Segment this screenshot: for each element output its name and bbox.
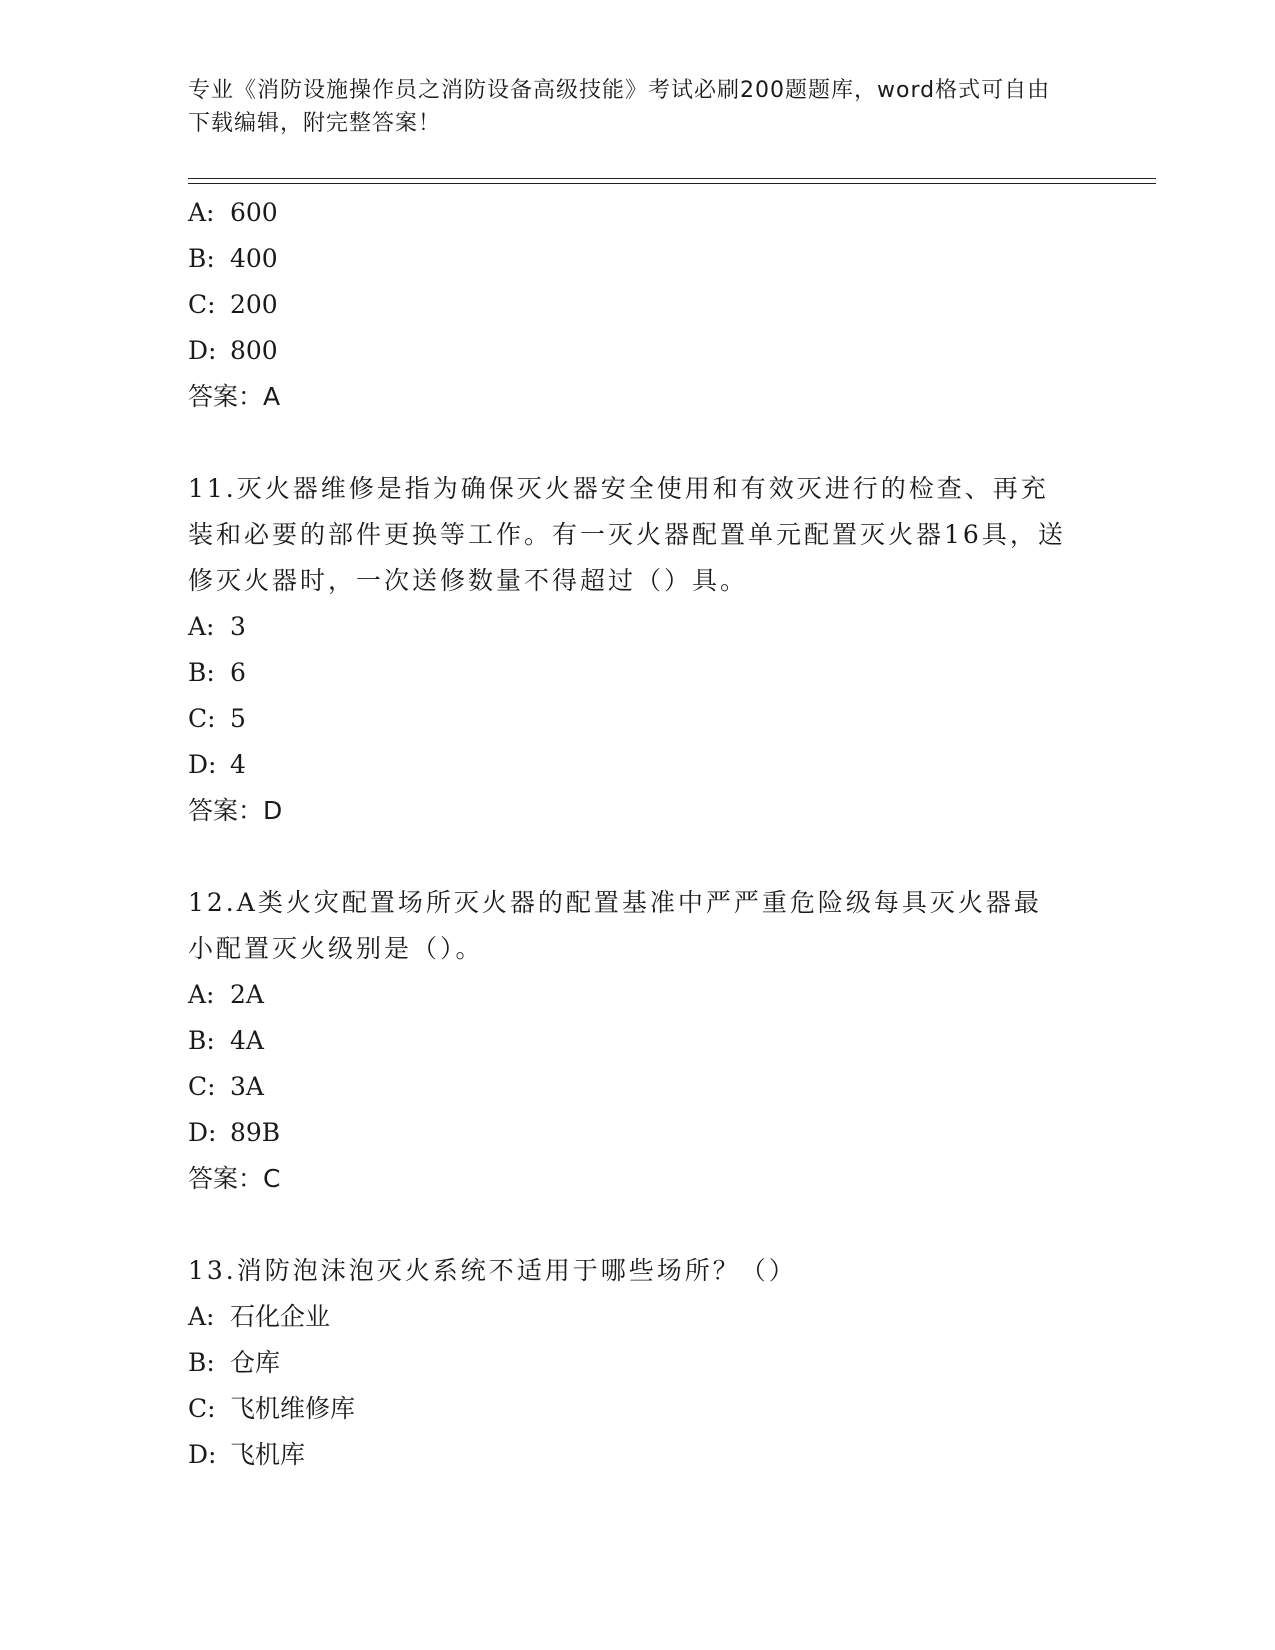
document-header: 专业《消防设施操作员之消防设备高级技能》考试必刷200题题库，word格式可自由下载编辑，附完整答案！ xyxy=(188,78,1051,136)
option-c: C: 5 xyxy=(188,704,246,733)
answer: 答案：C xyxy=(188,1164,281,1193)
option-d: D: 4 xyxy=(188,750,246,779)
option-b: B: 6 xyxy=(188,658,246,687)
option-a: A: 3 xyxy=(188,612,246,641)
question-stem: 13.消防泡沫泡灭火系统不适用于哪些场所？（） xyxy=(188,1256,797,1285)
option-b: B: 4A xyxy=(188,1026,264,1055)
header-divider-bottom xyxy=(188,183,1156,184)
option-c: C: 3A xyxy=(188,1072,264,1101)
question-list xyxy=(188,190,1088,1478)
option-c: C: 飞机维修库 xyxy=(188,1394,356,1423)
answer: 答案：D xyxy=(188,796,283,825)
option-d: D: 89B xyxy=(188,1118,281,1147)
question-13 xyxy=(188,1248,1088,1478)
option-c: C: 200 xyxy=(188,290,278,319)
option-b: B: 仓库 xyxy=(188,1348,281,1377)
option-d: D: 飞机库 xyxy=(188,1440,306,1469)
question-10-continued xyxy=(188,190,1088,420)
question-12 xyxy=(188,880,1088,1202)
option-a: A: 石化企业 xyxy=(188,1302,331,1331)
option-b: B: 400 xyxy=(188,244,278,273)
question-stem: 12.A类火灾配置场所灭火器的配置基准中严严重危险级每具灭火器最小配置灭火级别是（）。 xyxy=(188,888,1042,963)
option-d: D: 800 xyxy=(188,336,278,365)
question-stem: 11.灭火器维修是指为确保灭火器安全使用和有效灭进行的检查、再充装和必要的部件更换等工作。有一灭火器配置单元配置灭火器16具，送修灭火器时，一次送修数量不得超过（）具。 xyxy=(188,474,1066,595)
header-divider-top xyxy=(188,178,1156,179)
answer: 答案：A xyxy=(188,382,281,411)
option-a: A: 600 xyxy=(188,198,278,227)
question-11 xyxy=(188,466,1088,834)
option-a: A: 2A xyxy=(188,980,264,1009)
